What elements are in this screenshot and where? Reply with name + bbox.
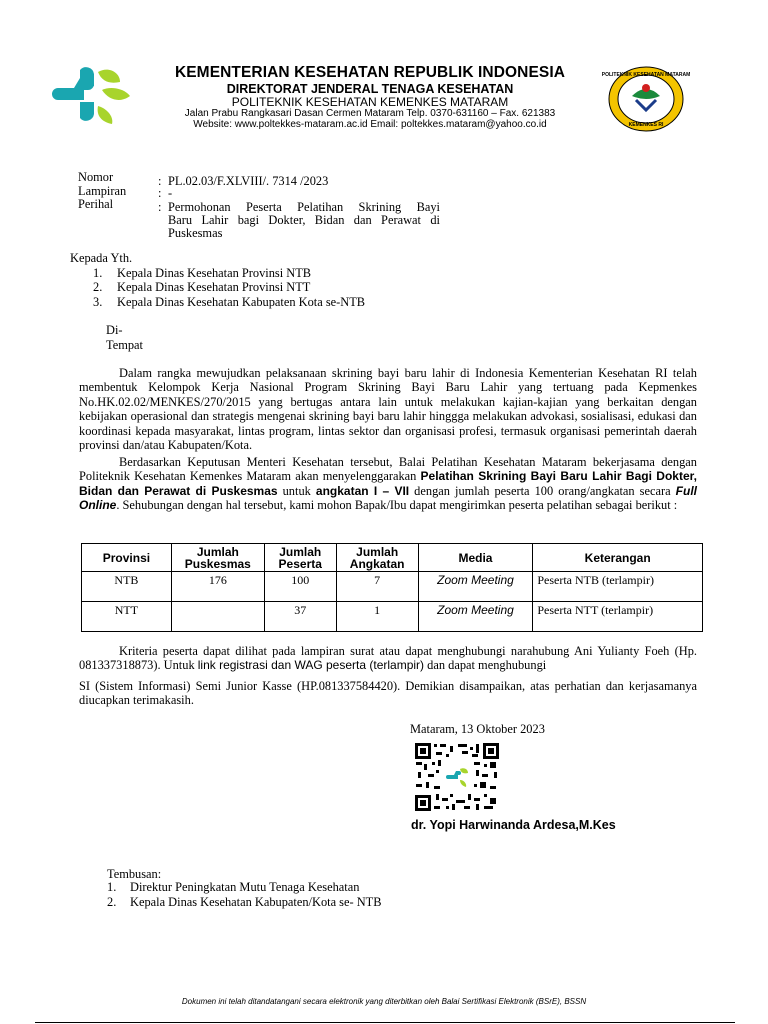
perihal-line-3: Puskesmas [168, 226, 223, 240]
nomor-value: PL.02.03/F.XLVIII/. 7314 /2023 [168, 174, 329, 188]
nomor-label: Nomor [78, 170, 114, 184]
recipient-2: Kepala Dinas Kesehatan Provinsi NTT [117, 280, 311, 294]
tempat-label: Tempat [106, 338, 143, 352]
p2-text-e: dengan jumlah peserta 100 orang/angkatan secara [409, 483, 676, 498]
institution-website: Website: www.poltekkes-mataram.ac.id Email: poltekkes.mataram@yahoo.co.id [193, 119, 547, 130]
body-paragraph-3 [79, 644, 697, 673]
recipient-num-2: 2. [93, 280, 103, 294]
paragraph-1-text: Dalam rangka mewujudkan pelaksanaan skrining bayi baru lahir di Indonesia Kementerian Kesehatan RI telah membentuk Kelompok Kerja Nasional Program Skrining Bayi Baru Lahir yang tertuang pada Kepmenkes No.HK.02.02/MENKES/270/2015 yang bertugas antara lain untuk melakukan kajian-kajian yang berkaitan dengan kebijakan operasional dan strategis mengenai skrining bayi baru lahir hinggga melakukan advokasi, sosialisasi, edukasi dan koordinasi kepada masyarakat, lintas program, lintas sektor dan organisasi profesi, termasuk organisasi pemerintah daerah provinsi dan/atau Kabupaten/Kota. [79, 366, 697, 453]
header-keterangan: Keterangan [533, 544, 703, 572]
directorate-title: DIREKTORAT JENDERAL TENAGA KESEHATAN [226, 82, 514, 96]
cell-media: Zoom Meeting [418, 602, 533, 632]
batch-range: angkatan I – VII [315, 483, 410, 498]
tembusan-num-2: 2. [107, 895, 117, 909]
lampiran-colon: : [158, 186, 162, 200]
recipient-1: Kepala Dinas Kesehatan Provinsi NTB [117, 266, 312, 280]
cell-provinsi: NTB [82, 572, 172, 602]
institution-title: POLITEKNIK KESEHATAN KEMENKES MATARAM [231, 95, 509, 109]
cell-media: Zoom Meeting [418, 572, 533, 602]
recipient-num-1: 1. [93, 266, 103, 280]
body-paragraph-2 [79, 455, 697, 513]
p2-text-g: . Sehubungan dengan hal tersebut, kami mohon Bapak/Ibu dapat mengirimkan peserta pelatihan sebagai berikut : [116, 498, 678, 513]
footer-divider [35, 1022, 735, 1023]
perihal-label: Perihal [78, 197, 114, 211]
cell-keterangan: Peserta NTT (terlampir) [533, 602, 703, 632]
cell-angkatan: 7 [336, 572, 418, 602]
table-header-row [82, 544, 703, 572]
ministry-title: KEMENTERIAN KESEHATAN REPUBLIK INDONESIA [174, 64, 566, 81]
p3-text-a: Kriteria peserta dapat dilihat pada lampiran surat atau dapat menghubungi narahubung Ani Yulianty Foeh (Hp. 081337318873). Untuk [79, 644, 697, 673]
lampiran-value: - [168, 186, 173, 200]
greeting: Kepada Yth. [70, 251, 133, 265]
seal-text-top: POLITEKNIK KESEHATAN MATARAM [601, 72, 691, 78]
header-media: Media [418, 544, 533, 572]
tembusan-1: Direktur Peningkatan Mutu Tenaga Kesehatan [130, 880, 360, 894]
cell-provinsi: NTT [82, 602, 172, 632]
cell-angkatan: 1 [336, 602, 418, 632]
paragraph-4-text: SI (Sistem Informasi) Semi Junior Kasse (HP.081337584420). Demikian disampaikan, atas perhatian dan kerjasamanya diucapkan terimakasih. [79, 679, 697, 708]
body-paragraph-1 [79, 366, 697, 452]
perihal-line-2: Baru Lahir bagi Dokter, Bidan dan Perawat di [168, 213, 440, 227]
p3-text-c: dan dapat menghubungi [424, 658, 547, 673]
p2-text-c: untuk [277, 483, 316, 498]
header-provinsi: Provinsi [82, 544, 172, 572]
cell-peserta: 37 [264, 602, 336, 632]
body-paragraph-4 [79, 679, 697, 708]
table-row [82, 572, 703, 602]
di-label: Di- [106, 323, 123, 337]
registration-link-note: link registrasi dan WAG peserta (terlampir) [197, 658, 425, 673]
lampiran-label: Lampiran [78, 184, 127, 198]
tembusan-2: Kepala Dinas Kesehatan Kabupaten/Kota se- NTB [130, 895, 382, 909]
qr-code-icon [414, 742, 500, 812]
electronic-signature-note: Dokumen ini telah ditandatangani secara elektronik yang diterbitkan oleh Balai Sertifikasi Elektronik (BSrE), BSSN [181, 997, 587, 1006]
tembusan-label: Tembusan: [107, 867, 162, 881]
cell-peserta: 100 [264, 572, 336, 602]
header-jumlah-puskesmas: Jumlah Puskesmas [171, 544, 264, 572]
cell-keterangan: Peserta NTB (terlampir) [533, 572, 703, 602]
signatory-name: dr. Yopi Harwinanda Ardesa,M.Kes [411, 818, 616, 832]
table-row [82, 602, 703, 632]
full-online-label: Full Online [79, 483, 697, 513]
recipient-3: Kepala Dinas Kesehatan Kabupaten Kota se-NTB [117, 295, 366, 309]
participant-table [81, 543, 703, 632]
cell-puskesmas: 176 [171, 572, 264, 602]
nomor-colon: : [158, 174, 162, 188]
training-title: Pelatihan Skrining Bayi Baru Lahir Bagi Dokter, Bidan dan Perawat di Puskesmas [79, 469, 697, 498]
tembusan-num-1: 1. [107, 880, 117, 894]
ministry-logo-icon [50, 62, 134, 128]
poltekkes-seal-icon [601, 66, 691, 132]
perihal-line-1: Permohonan Peserta Pelatihan Skrining Bayi [168, 200, 440, 214]
cell-puskesmas [171, 602, 264, 632]
header-jumlah-peserta: Jumlah Peserta [264, 544, 336, 572]
seal-text-bottom: KEMENKES RI [628, 122, 664, 128]
header-jumlah-angkatan: Jumlah Angkatan [336, 544, 418, 572]
recipient-num-3: 3. [93, 295, 103, 309]
place-date: Mataram, 13 Oktober 2023 [410, 722, 545, 736]
perihal-colon: : [158, 200, 162, 214]
institution-address: Jalan Prabu Rangkasari Dasan Cermen Mataram Telp. 0370-631160 – Fax. 621383 [184, 108, 556, 119]
p2-text-a: Berdasarkan Keputusan Menteri Kesehatan tersebut, Balai Pelatihan Kesehatan Mataram bekerjasama dengan Politeknik Kesehatan Kemenkes Mataram akan menyelenggarakan [79, 455, 697, 484]
